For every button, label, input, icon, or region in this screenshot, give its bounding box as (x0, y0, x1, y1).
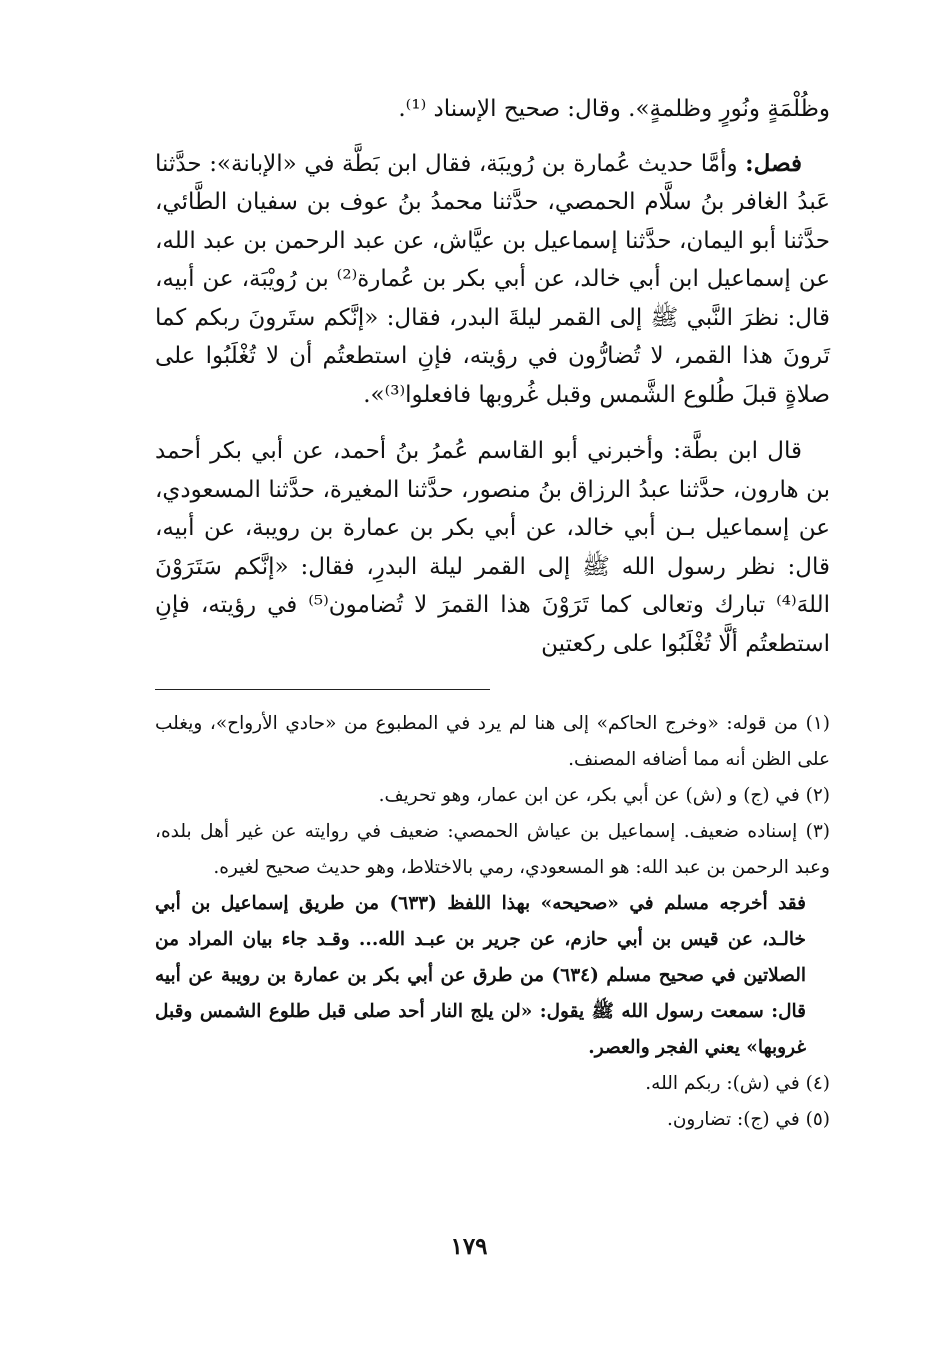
paragraph-1 (155, 145, 830, 415)
page-number: ١٧٩ (450, 1233, 488, 1260)
footnote-4: (٤) في (ش): ربكم الله. (645, 1073, 830, 1094)
footnote-divider (155, 689, 490, 690)
section-heading: فصل: (745, 149, 803, 177)
paragraph-1-text: وأمَّا حديث عُمارة بن رُويبَة، فقال ابن بَطَّة في «الإبانة»: حدَّثنا عَبدُ الغافر بنُ سلَّام الحمصي، حدَّثنا محمدُ بنُ عوف بن سفيان الطَّائي، حدَّثنا أبو اليمان، حدَّثنا إسماعيل بن عيَّاش، عن عبد الرحمن بن عبد الله، عن إسماعيل ابن أبي خالد، عن أبي بكر بن عُمارة⁽²⁾ بن رُويْبَة، عن أبيه، قال: نظرَ النَّبي ﷺ إلى القمر ليلةَ البدر، فقال: «إنَّكم ستَرونَ ربكم كما تَرونَ هذا القمر، لا تُضارُّون في رؤيته، فإنِ استطعتُم أن لا تُغْلَبُوا على صلاةٍ قبلَ طُلوع الشَّمس وقبل غُروبها فافعلوا⁽³⁾». (155, 150, 830, 408)
paragraph-2: قال ابن بطَّة: وأخبرني أبو القاسم عُمرُ بنُ أحمد، عن أبي بكر أحمد بن هارون، حدَّثنا عبدُ الرزاق بنُ منصور، حدَّثنا المغيرة، حدَّثنا المسعودي، عن إسماعيل بـن أبي خالد، عن أبي بكر بن عمارة بن رويبة، عن أبيه، قال: نظر رسول الله ﷺ إلى القمر ليلة البدرِ، فقال: «إنَّكم سَتَرَوْنَ اللهَ⁽⁴⁾ تبارك وتعالى كما تَرَوْنَ هذا القمرَ لا تُضامون⁽⁵⁾ في رؤيته، فإنِ استطعتُم ألَّا تُغْلَبُوا على ركعتين (155, 438, 831, 657)
footnote-5: (٥) في (ج): تضارون. (666, 1109, 830, 1130)
page-body (155, 90, 830, 1138)
footnote-2: (٢) في (ج) و (ش) عن أبي بكر، عن ابن عمار، وهو تحريف. (378, 785, 830, 806)
top-line: وظُلْمَةٍ ونُورٍ وظلمةٍ». وقال: صحيح الإسناد ⁽¹⁾. (398, 96, 830, 122)
footnote-3: (٣) إسناده ضعيف. إسماعيل بن عياش الحمصي: ضعيف في روايته عن غير أهل بلده، وعبد الرحمن بن عبد الله: هو المسعودي، رمي بالاختلاط، وهو حديث صحيح لغيره. (155, 821, 830, 878)
footnote-1: (١) من قوله: «وخرج الحاكم» إلى هنا لم يرد في المطبوع من «حادي الأرواح»، ويغلب على الظن أنه مما أضافه المصنف. (155, 713, 830, 770)
footnote-3-continuation: فقد أخرجه مسلم في «صحيحه» بهذا اللفظ (٦٣٣) من طريق إسماعيل بن أبي خالـد، عن قيس بن أبي حازم، عن جرير بن عبـد الله... وقـد جاء بيان المراد من الصلاتين في صحيح مسلم (٦٣٤) من طرق عن أبي بكر بن عمارة بن رويبة عن أبيه قال: سمعت رسول الله ﷺ يقول: «لن يلج النار أحد صلى قبل طلوع الشمس وقبل غروبها» يعني الفجر والعصر. (155, 893, 806, 1058)
